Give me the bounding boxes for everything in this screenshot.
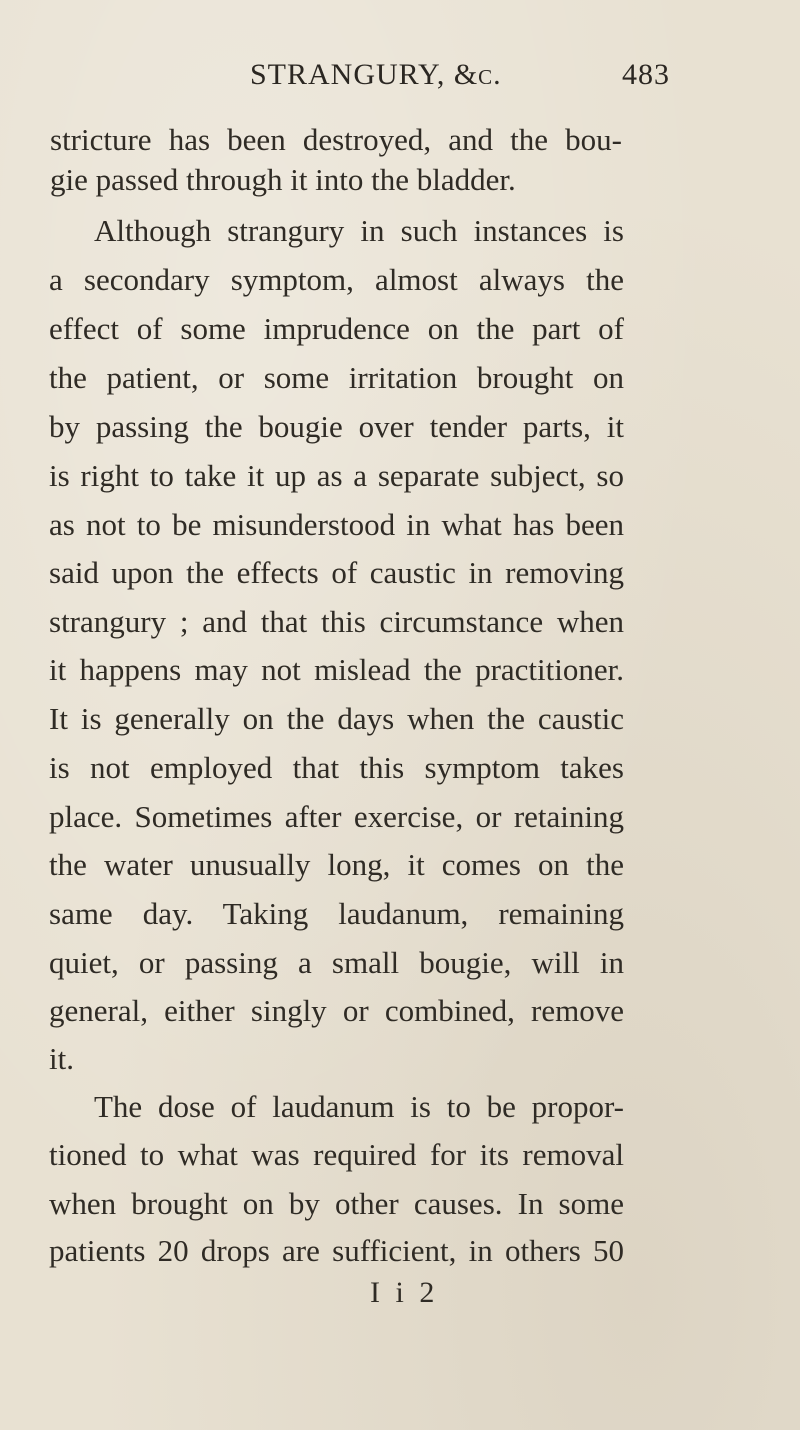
text-line: the water unusually long, it comes on the <box>49 847 624 882</box>
text-line: it happens may not mislead the practitioner. <box>49 652 624 687</box>
text-line: strangury ; and that this circumstance when <box>49 604 624 639</box>
text-line: It is generally on the days when the caustic <box>49 701 624 736</box>
page-number: 483 <box>622 58 670 91</box>
text-line: it. <box>49 1041 74 1076</box>
text-line: quiet, or passing a small bougie, will in <box>49 945 624 980</box>
text-line: general, either singly or combined, remove <box>49 993 624 1028</box>
text-line: The dose of laudanum is to be propor- <box>94 1089 624 1124</box>
text-line: gie passed through it into the bladder. <box>50 162 516 197</box>
text-line: when brought on by other causes. In some <box>49 1186 624 1221</box>
text-line: the patient, or some irritation brought on <box>49 360 624 395</box>
text-line: stricture has been destroyed, and the bou- <box>50 122 622 157</box>
text-line: said upon the effects of caustic in removing <box>49 555 624 590</box>
text-line: is not employed that this symptom takes <box>49 750 624 785</box>
text-line: patients 20 drops are sufficient, in others 50 <box>49 1233 624 1268</box>
text-line: as not to be misunderstood in what has been <box>49 507 624 542</box>
text-line: a secondary symptom, almost always the <box>49 262 624 297</box>
text-line: place. Sometimes after exercise, or retaining <box>49 799 624 834</box>
signature-mark: I i 2 <box>370 1276 439 1309</box>
text-line: tioned to what was required for its removal <box>49 1137 624 1172</box>
running-title: STRANGURY, &c. <box>250 58 502 91</box>
text-line: effect of some imprudence on the part of <box>49 311 624 346</box>
text-line: same day. Taking laudanum, remaining <box>49 896 624 931</box>
text-line: by passing the bougie over tender parts, it <box>49 409 624 444</box>
text-line: Although strangury in such instances is <box>94 213 624 248</box>
text-line: is right to take it up as a separate subject, so <box>49 458 624 493</box>
